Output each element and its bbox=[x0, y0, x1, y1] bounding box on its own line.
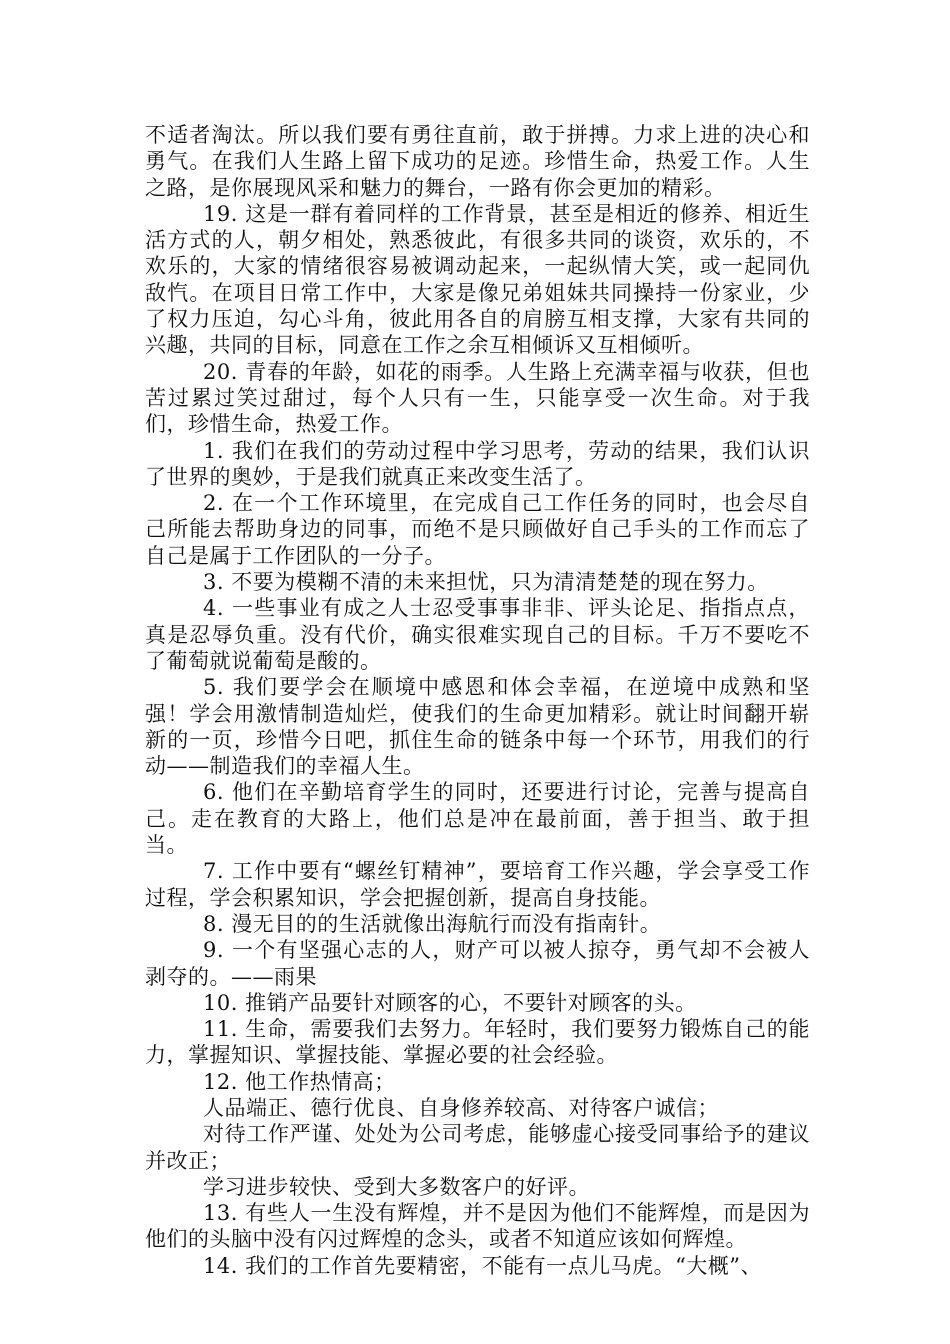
paragraph: 12. 他工作热情高； bbox=[203, 1069, 396, 1094]
paragraph: 5. 我们要学会在顺境中感恩和体会幸福，在逆境中成熟和坚强！学会用激情制造灿烂，使我们的生命更加精彩。就让时间翻开崭新的一页，珍惜今日吧，抓住生命的链条中每一个环节，用我们的行动——制造我们的幸福人生。 bbox=[145, 675, 810, 779]
paragraph: 11. 生命，需要我们去努力。年轻时，我们要努力锻炼自己的能力，掌握知识、掌握技能、掌握必要的社会经验。 bbox=[145, 1017, 810, 1068]
paragraph: 9. 一个有坚强心志的人，财产可以被人掠夺，勇气却不会被人剥夺的。——雨果 bbox=[145, 938, 810, 989]
paragraph: 学习进步较快、受到大多数客户的好评。 bbox=[203, 1174, 590, 1199]
paragraph: 人品端正、德行优良、自身修养较高、对待客户诚信； bbox=[203, 1095, 719, 1120]
paragraph: 2. 在一个工作环境里，在完成自己工作任务的同时，也会尽自己所能去帮助身边的同事，而绝不是只顾做好自己手头的工作而忘了自己是属于工作团队的一分子。 bbox=[145, 491, 810, 568]
paragraph: 6. 他们在辛勤培育学生的同时，还要进行讨论，完善与提高自己。走在教育的大路上，他们总是冲在最前面，善于担当、敢于担当。 bbox=[145, 780, 810, 858]
paragraph: 3. 不要为模糊不清的未来担忧，只为清清楚楚的现在努力。 bbox=[203, 570, 769, 595]
paragraph: 不适者淘汰。所以我们要有勇往直前，敢于拼搏。力求上进的决心和勇气。在我们人生路上留下成功的足迹。珍惜生命，热爱工作。人生之路，是你展现风采和魅力的舞台，一路有你会更加的精彩。 bbox=[145, 123, 810, 200]
paragraph: 7. 工作中要有“螺丝钉精神”，要培育工作兴趣，学会享受工作过程，学会积累知识，学会把握创新，提高自身技能。 bbox=[145, 859, 810, 910]
document-body bbox=[145, 122, 810, 1279]
paragraph: 8. 漫无目的的生活就像出海航行而没有指南针。 bbox=[203, 911, 662, 936]
paragraph: 20. 青春的年龄，如花的雨季。人生路上充满幸福与收获，但也苦过累过笑过甜过，每个人只有一生，只能享受一次生命。对于我们，珍惜生命，热爱工作。 bbox=[145, 359, 810, 437]
paragraph: 4. 一些事业有成之人士忍受事事非非、评头论足、指指点点，真是忍辱负重。没有代价，确实很难实现自己的目标。千万不要吃不了葡萄就说葡萄是酸的。 bbox=[145, 596, 810, 673]
paragraph: 10. 推销产品要针对顾客的心，不要针对顾客的头。 bbox=[203, 990, 697, 1015]
paragraph: 14. 我们的工作首先要精密，不能有一点儿马虎。“大概”、 bbox=[203, 1253, 763, 1278]
paragraph: 对待工作严谨、处处为公司考虑，能够虚心接受同事给予的建议并改正； bbox=[145, 1122, 810, 1173]
paragraph: 19. 这是一群有着同样的工作背景，甚至是相近的修养、相近生活方式的人，朝夕相处，熟悉彼此，有很多共同的谈资，欢乐的，不欢乐的，大家的情绪很容易被调动起来，一起纵情大笑，或一起同仇敌忾。在项目日常工作中，大家是像兄弟姐妹共同操持一份家业，少了权力压迫，勾心斗角，彼此用各自的肩膀互相支撑，大家有共同的兴趣，共同的目标，同意在工作之余互相倾诉又互相倾听。 bbox=[145, 201, 810, 358]
paragraph: 1. 我们在我们的劳动过程中学习思考，劳动的结果，我们认识了世界的奥妙，于是我们就真正来改变生活了。 bbox=[145, 438, 810, 489]
paragraph: 13. 有些人一生没有辉煌，并不是因为他们不能辉煌，而是因为他们的头脑中没有闪过辉煌的念头，或者不知道应该如何辉煌。 bbox=[145, 1201, 810, 1252]
